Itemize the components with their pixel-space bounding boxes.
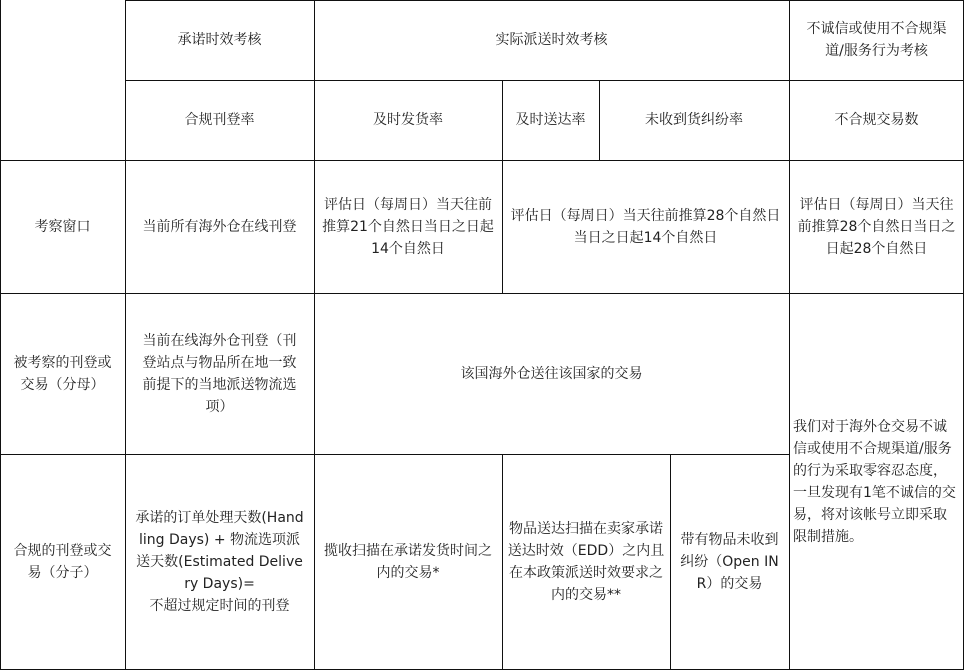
- header-noncompliant-tx-count: 不合规交易数: [834, 112, 919, 128]
- window-promise: 当前所有海外仓在线刊登: [142, 218, 297, 235]
- grid-line: [789, 0, 790, 670]
- grid-line: [125, 0, 964, 1]
- numerator-inr: 带有物品未收到纠纷（Open INR）的交易: [680, 532, 779, 592]
- header-compliant-listing-rate: 合规刊登率: [184, 112, 255, 128]
- row-label-denominator: 被考察的刊登或交易（分母）: [13, 354, 112, 393]
- grid-line: [0, 160, 964, 161]
- grid-line: [314, 0, 315, 670]
- header-integrity-group: 不诚信或使用不合规渠道/服务行为考核: [806, 21, 947, 59]
- grid-line: [599, 80, 600, 160]
- window-delivery-inr: 评估日（每周日）当天往前推算28个自然日当日之日起14个自然日: [510, 207, 781, 246]
- numerator-ship: 揽收扫描在承诺发货时间之内的交易*: [324, 543, 492, 581]
- header-promise-group: 承诺时效考核: [177, 32, 262, 48]
- denominator-actual: 该国海外仓送往该国家的交易: [460, 365, 643, 382]
- grid-line: [502, 454, 503, 670]
- grid-line: [125, 80, 964, 81]
- grid-line: [125, 0, 126, 670]
- row-label-window: 考察窗口: [34, 218, 91, 235]
- numerator-promise: 承诺的订单处理天数(Handling Days) + 物流选项派送天数(Estimated Delivery Days)= 不超过规定时间的刊登: [135, 510, 304, 614]
- header-inr-rate: 未收到货纠纷率: [645, 112, 743, 128]
- grid-line: [670, 454, 671, 670]
- integrity-policy: 我们对于海外仓交易不诚信或使用不合规渠道/服务的行为采取零容忍态度，一旦发现有1笔不诚信的交易，将对该帐号立即采取限制措施。: [793, 418, 956, 545]
- numerator-delivery: 物品送达扫描在卖家承诺送达时效（EDD）之内且在本政策派送时效要求之内的交易**: [507, 521, 665, 603]
- row-label-numerator: 合规的刊登或交易（分子）: [13, 543, 112, 581]
- header-on-time-ship-rate: 及时发货率: [373, 112, 443, 128]
- denominator-promise: 当前在线海外仓刊登（刊登站点与物品所在地一致前提下的当地派送物流选项）: [142, 332, 297, 415]
- header-on-time-delivery-rate: 及时送达率: [515, 112, 586, 128]
- grid-line: [0, 0, 1, 670]
- window-ship: 评估日（每周日）当天往前推算21个自然日当日之日起14个自然日: [322, 196, 494, 257]
- grid-line: [502, 80, 503, 293]
- window-integrity: 评估日（每周日）当天往前推算28个自然日当日之日起28个自然日: [797, 196, 956, 257]
- grid-line: [0, 293, 964, 294]
- header-actual-group: 实际派送时效考核: [495, 32, 608, 48]
